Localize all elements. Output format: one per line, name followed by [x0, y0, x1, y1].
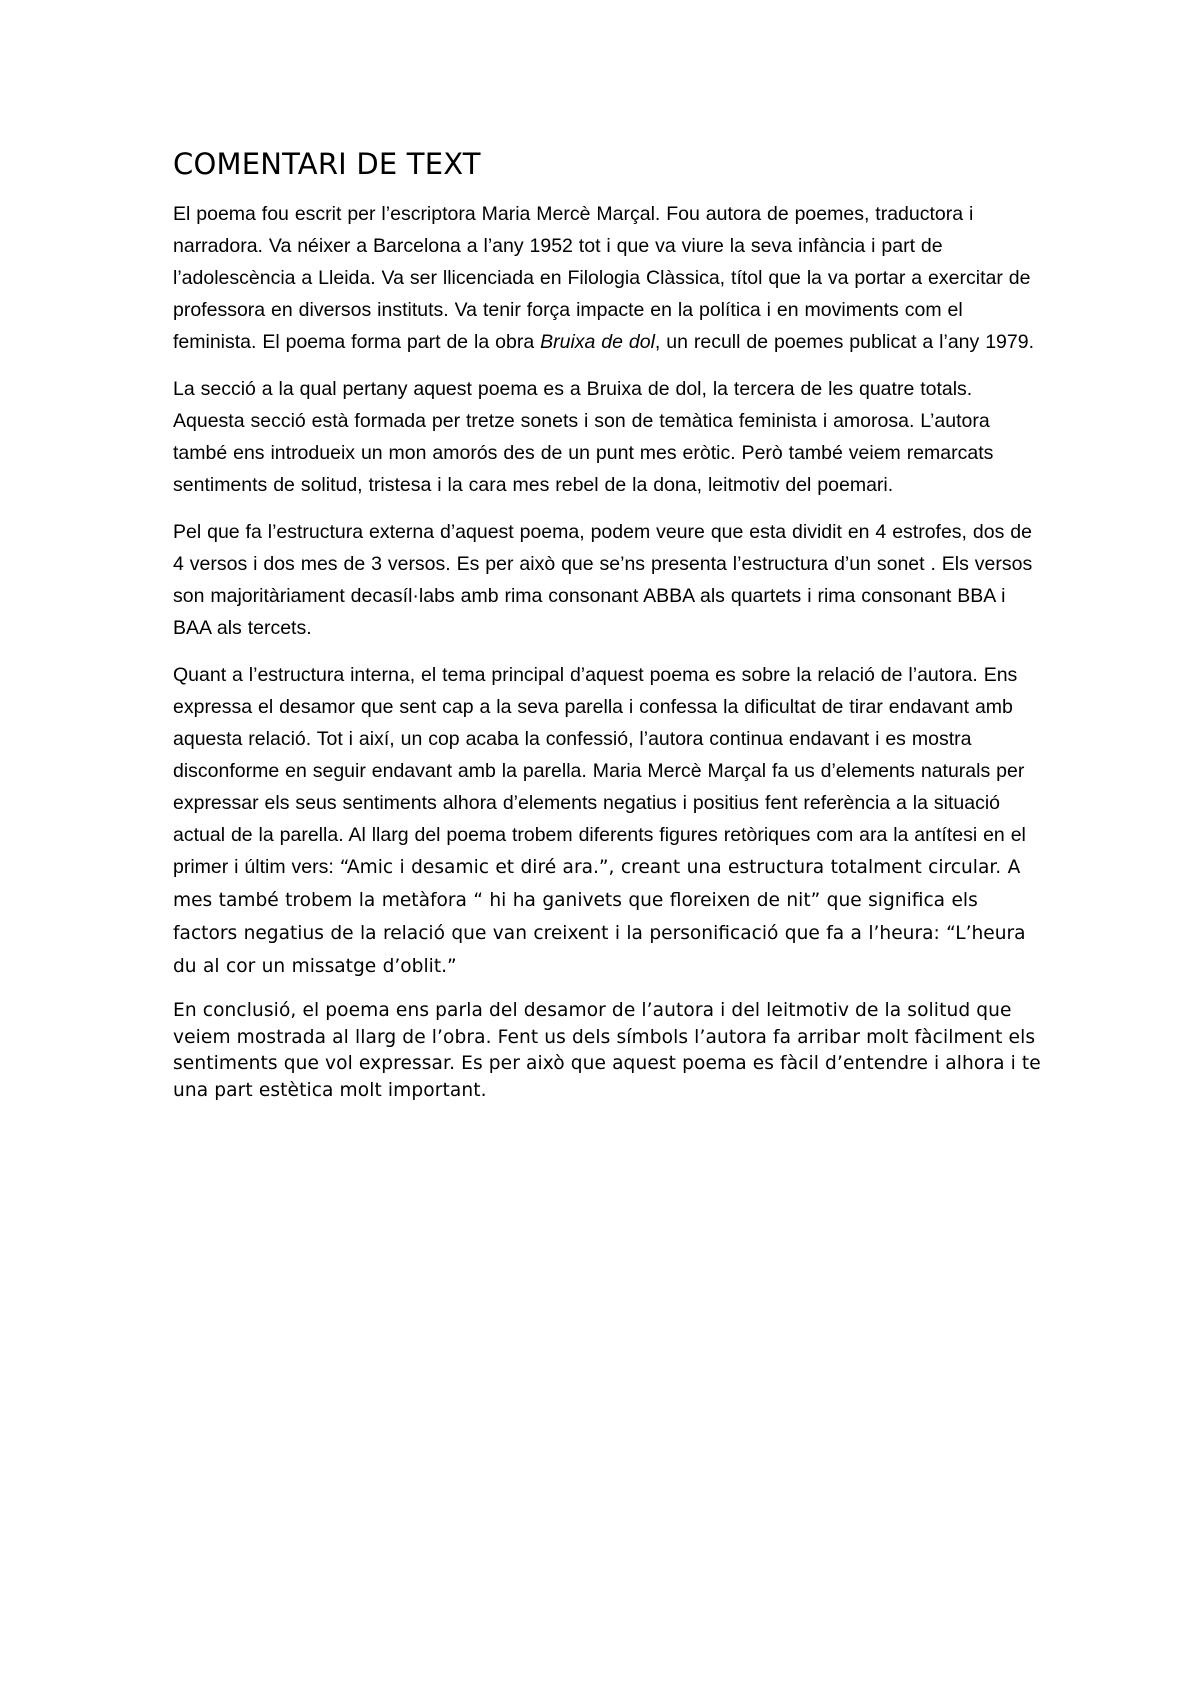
book-title-italic: Bruixa de dol — [540, 331, 655, 353]
paragraph-section: La secció a la qual pertany aquest poema es a Bruixa de dol, la tercera de les quatre totals. Aquesta secció està formada per tretze sonets i son de temàtica feminista i amorosa. L’autora també ens introdueix un mon amorós des de un punt mes eròtic. Però també veiem remarcats sentiments de solitud, tristesa i la cara mes rebel de la dona, leitmotiv del poemari. — [173, 378, 994, 496]
paragraph-author-bio-text: El poema fou escrit per l’escriptora Maria Mercè Marçal. Fou autora de poemes, traductora i narradora. Va néixer a Barcelona a l’any 1952 tot i que va viure la seva infància i part de l’adolescència a Lleida. Va ser llicenciada en Filologia Clàssica, títol que la va portar a exercitar de professora en diversos instituts. Va tenir força impacte en la política i en moviments com el feminista. El poema forma part de la obra — [173, 203, 1031, 353]
paragraph-internal-structure-text: Quant a l’estructura interna, el tema principal d’aquest poema es sobre la relació de l’autora. Ens expressa el desamor que sent cap a la seva parella i confessa la dificultat de tirar endavant amb aquesta relació. Tot i així, un cop acaba la confessió, l’autora continua endavant i es mostra disconforme en seguir endavant amb la parella. Maria Mercè Marçal fa us d’elements naturals per expressar els seus sentiments alhora d’elements negatius i positius fent referència a la situació actual de la parella. Al llarg del poema trobem diferents figures retòriques com ara la antítesi en el primer i últim vers: — [173, 664, 1026, 878]
document-title: COMENTARI DE TEXT — [173, 147, 481, 181]
paragraph-internal-structure — [173, 659, 1043, 983]
paragraph-external-structure: Pel que fa l’estructura externa d’aquest poema, podem veure que esta dividit en 4 estrofes, dos de 4 versos i dos mes de 3 versos. Es per això que se’ns presenta l’estructura d’un sonet . Els versos son majoritàriament decasíl·labs amb rima consonant ABBA als quartets i rima consonant BBA i BAA als tercets. — [173, 521, 1033, 639]
paragraph-internal-structure-quote: “Amic i desamic et diré ara.”, creant una estructura totalment circular. A mes també trobem la metàfora “ hi ha ganivets que floreixen de nit” que significa els factors negatius de la relació que van creixent i la personificació que fa a l’heura: “L’heura du al cor un missatge d’oblit.” — [173, 857, 1026, 977]
paragraph-conclusion: En conclusió, el poema ens parla del desamor de l’autora i del leitmotiv de la solitud que veiem mostrada al llarg de l’obra. Fent us dels símbols l’autora fa arribar molt fàcilment els sentiments que vol expressar. Es per això que aquest poema es fàcil d’entendre i alhora i te una part estètica molt important. — [173, 1000, 1041, 1101]
document-body — [173, 144, 1043, 1118]
paragraph-author-bio-text-end: , un recull de poemes publicat a l’any 1979. — [654, 331, 1034, 353]
paragraph-author-bio — [173, 198, 1043, 358]
